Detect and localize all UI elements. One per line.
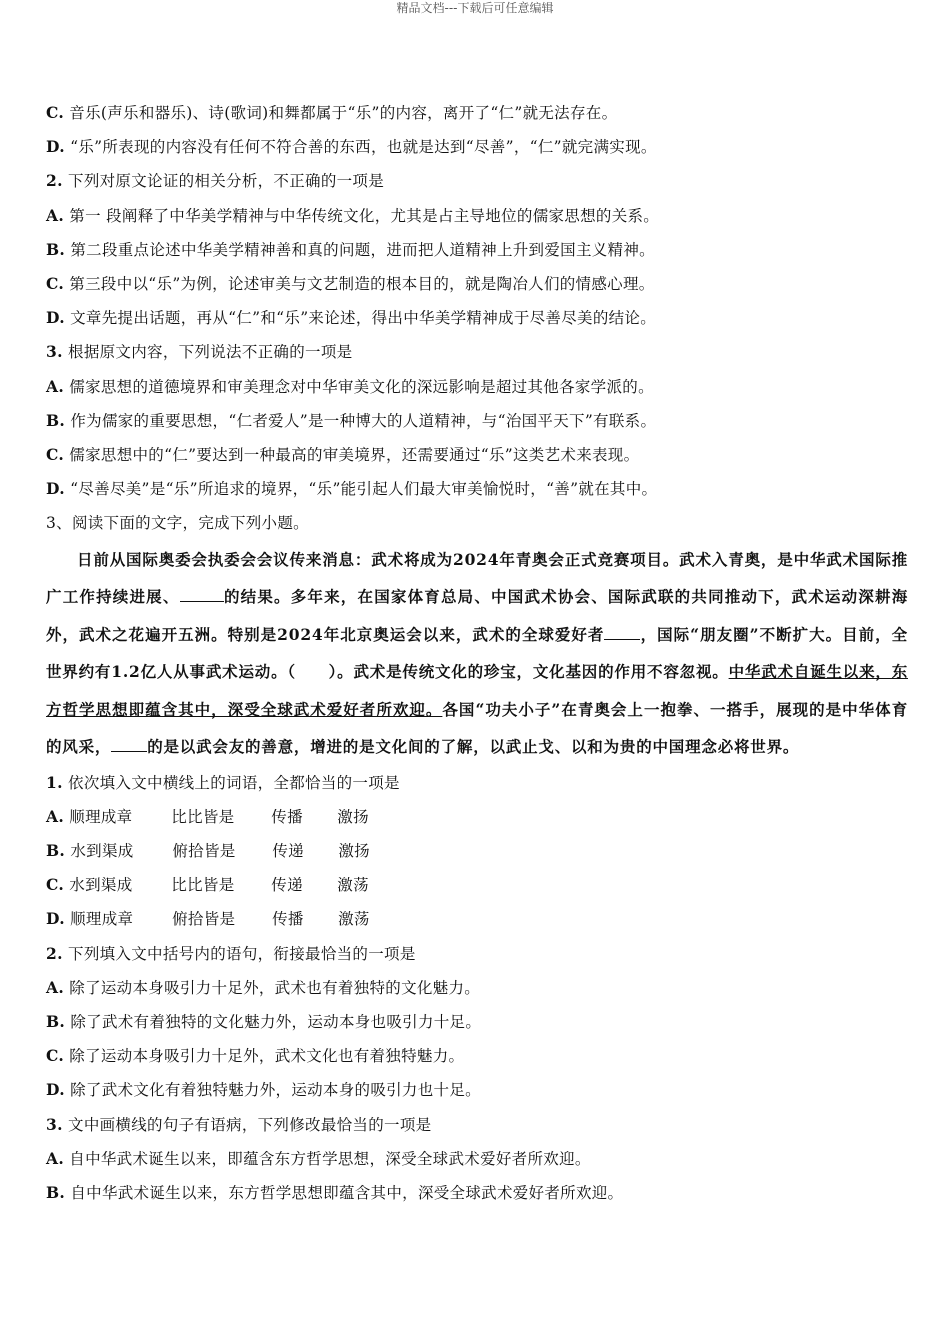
passage-text: 的结果。多年来，在国家体育总局、中国武术协会、国际武联的共同推动下，武术运动深耕海外，武术之花遍开五洲。特别是2024年北京奥运会以来，武术的全球爱好者 bbox=[46, 587, 908, 644]
question-block-2 bbox=[46, 766, 908, 1211]
text-line bbox=[46, 199, 908, 233]
item-text: “乐”所表现的内容没有任何不符合善的东西，也就是达到“尽善”，“仁”就完满实现。 bbox=[70, 138, 657, 157]
option-word: 激荡 bbox=[338, 910, 370, 929]
item-text: 第一 段阐释了中华美学精神与中华传统文化，尤其是占主导地位的儒家思想的关系。 bbox=[69, 206, 660, 225]
item-label: C. bbox=[46, 445, 65, 465]
item-label: B. bbox=[46, 239, 66, 259]
option-word: 传递 bbox=[272, 842, 304, 861]
item-label: B. bbox=[46, 1012, 66, 1032]
item-text: 自中华武术诞生以来，东方哲学思想即蕴含其中，深受全球武术爱好者所欢迎。 bbox=[70, 1184, 624, 1203]
section-heading: 3、阅读下面的文字，完成下列小题。 bbox=[46, 514, 309, 533]
item-label: C. bbox=[46, 875, 65, 895]
fill-blank bbox=[180, 600, 224, 602]
item-text: 作为儒家的重要思想，“仁者爱人”是一种博大的人道精神，与“治国平天下”有联系。 bbox=[70, 411, 657, 430]
page-header: 精品文档---下载后可任意编辑 bbox=[396, 1, 554, 15]
item-text: 除了运动本身吸引力十足外，武术文化也有着独特魅力。 bbox=[69, 1047, 465, 1066]
word-option-row bbox=[46, 800, 908, 834]
text-line bbox=[46, 164, 908, 198]
item-text: 除了武术有着独特的文化魅力外，运动本身也吸引力十足。 bbox=[70, 1013, 482, 1032]
text-line bbox=[46, 971, 908, 1005]
item-text: 儒家思想中的“仁”要达到一种最高的审美境界，还需要通过“乐”这类艺术来表现。 bbox=[69, 446, 640, 465]
item-label: A. bbox=[46, 806, 65, 826]
option-word: 传播 bbox=[271, 807, 303, 826]
option-word: 比比皆是 bbox=[171, 876, 235, 895]
option-word: 顺理成章 bbox=[70, 910, 134, 929]
item-text: 文中画横线的句子有语病，下列修改最恰当的一项是 bbox=[68, 1115, 432, 1134]
option-word: 传递 bbox=[271, 876, 303, 895]
option-word: 比比皆是 bbox=[171, 807, 235, 826]
item-label: C. bbox=[46, 103, 65, 122]
passage-text: 各国“功夫小子”在青奥会上一抱拳、一搭手，展现的是中华体育的风采， bbox=[46, 699, 908, 757]
item-text: 除了武术文化有着独特魅力外，运动本身的吸引力也十足。 bbox=[70, 1081, 481, 1100]
option-word: 传播 bbox=[272, 910, 304, 929]
item-text: 依次填入文中横线上的词语，全都恰当的一项是 bbox=[68, 773, 400, 792]
question-1 bbox=[46, 766, 908, 800]
fill-blank bbox=[604, 638, 640, 640]
text-line bbox=[46, 335, 908, 369]
text-line bbox=[46, 1073, 908, 1107]
item-label: A. bbox=[46, 977, 65, 997]
option-word: 顺理成章 bbox=[69, 807, 133, 826]
text-line bbox=[46, 937, 908, 971]
text-line bbox=[46, 472, 908, 506]
item-label: A. bbox=[46, 205, 65, 225]
option-word: 激扬 bbox=[337, 807, 369, 826]
item-label: B. bbox=[46, 841, 66, 861]
text-line bbox=[46, 404, 908, 438]
item-label: C. bbox=[46, 274, 65, 294]
option-word: 水到渠成 bbox=[69, 876, 133, 895]
item-text: 除了运动本身吸引力十足外，武术也有着独特的文化魅力。 bbox=[69, 978, 481, 997]
passage-text: ，国际“朋友圈”不断扩大。目前，全世界约有1.2亿人从事武术运动。（ ）。武术是传统文化的珍宝，文化基因的作用不容忽视。 bbox=[46, 624, 908, 682]
item-label: 3. bbox=[46, 342, 63, 362]
item-text: 音乐(声乐和器乐)、诗(歌词)和舞都属于“乐”的内容，离开了“仁”就无法存在。 bbox=[69, 104, 618, 122]
item-text: 下列填入文中括号内的语句，衔接最恰当的一项是 bbox=[68, 944, 416, 963]
text-line bbox=[46, 267, 908, 301]
option-word: 俯拾皆是 bbox=[172, 910, 236, 929]
fill-blank bbox=[111, 750, 147, 752]
text-line bbox=[46, 438, 908, 472]
option-word: 水到渠成 bbox=[70, 842, 134, 861]
option-word: 激荡 bbox=[337, 876, 369, 895]
item-text: 下列对原文论证的相关分析，不正确的一项是 bbox=[68, 172, 385, 191]
text-line bbox=[46, 301, 908, 335]
item-label: 2. bbox=[46, 943, 63, 963]
item-label: D. bbox=[46, 909, 65, 929]
item-label: 3. bbox=[46, 1114, 63, 1134]
item-label: C. bbox=[46, 1046, 65, 1066]
text-line bbox=[46, 130, 908, 164]
underlined-sentence: 中华武术自诞生以来，东方哲学思想即蕴含其中，深受全球武术爱好者所欢迎。 bbox=[46, 662, 908, 719]
item-text: 儒家思想的道德境界和审美理念对中华审美文化的深远影响是超过其他各家学派的。 bbox=[69, 377, 654, 396]
item-label: D. bbox=[46, 137, 65, 157]
item-label: D. bbox=[46, 308, 65, 328]
text-line bbox=[46, 1108, 908, 1142]
item-label: B. bbox=[46, 410, 66, 430]
option-word: 激扬 bbox=[338, 842, 370, 861]
text-line bbox=[46, 370, 908, 404]
word-option-row bbox=[46, 902, 908, 936]
item-text: 根据原文内容，下列说法不正确的一项是 bbox=[68, 343, 353, 362]
word-option-row bbox=[46, 868, 908, 902]
passage-text: 日前从国际奥委会执委会会议传来消息：武术将成为2024年青奥会正式竞赛项目。武术入青奥，是中华武术国际推广工作持续进展、 bbox=[46, 549, 908, 607]
question-block-1 bbox=[46, 96, 908, 506]
text-line bbox=[46, 1005, 908, 1039]
item-text: 第二段重点论述中华美学精神善和真的问题，进而把人道精神上升到爱国主义精神。 bbox=[70, 240, 655, 259]
document-body bbox=[46, 96, 908, 1210]
text-line bbox=[46, 1039, 908, 1073]
item-text: “尽善尽美”是“乐”所追求的境界，“乐”能引起人们最大审美愉悦时，“善”就在其中。 bbox=[70, 480, 658, 499]
text-line bbox=[46, 1176, 908, 1210]
item-label: A. bbox=[46, 376, 65, 396]
text-line bbox=[46, 1142, 908, 1176]
item-text: 文章先提出话题，再从“仁”和“乐”来论述，得出中华美学精神成于尽善尽美的结论。 bbox=[70, 309, 657, 328]
passage-text: 的是以武会友的善意，增进的是文化间的了解，以武止戈、以和为贵的中国理念必将世界。 bbox=[147, 737, 800, 757]
item-text: 自中华武术诞生以来，即蕴含东方哲学思想，深受全球武术爱好者所欢迎。 bbox=[69, 1149, 591, 1168]
text-line bbox=[46, 96, 908, 130]
reading-passage bbox=[46, 541, 908, 766]
item-label: A. bbox=[46, 1148, 65, 1168]
item-label: D. bbox=[46, 479, 65, 499]
option-word: 俯拾皆是 bbox=[172, 842, 236, 861]
word-option-row bbox=[46, 834, 908, 868]
item-label: D. bbox=[46, 1080, 65, 1100]
item-text: 第三段中以“乐”为例，论述审美与文艺制造的根本目的，就是陶冶人们的情感心理。 bbox=[69, 275, 655, 294]
item-label: 1. bbox=[46, 772, 63, 792]
text-line bbox=[46, 233, 908, 267]
item-label: 2. bbox=[46, 171, 63, 191]
item-label: B. bbox=[46, 1183, 66, 1203]
